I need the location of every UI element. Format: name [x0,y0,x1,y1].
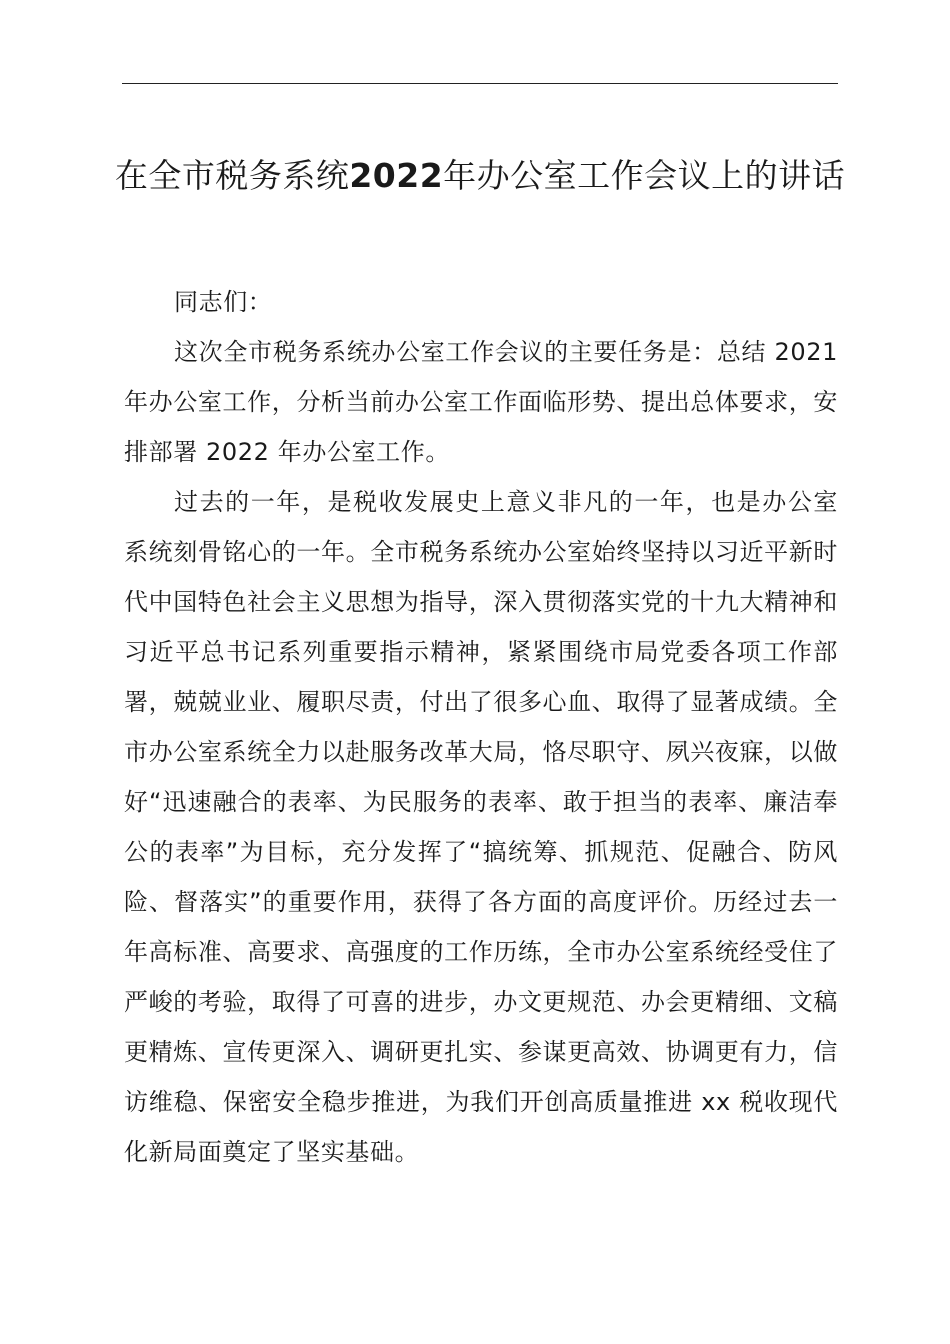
title-part1: 在全市税务系统 [114,156,350,195]
paragraph: 过去的一年，是税收发展史上意义非凡的一年，也是办公室系统刻骨铭心的一年。全市税务系统办公室始终坚持以习近平新时代中国特色社会主义思想为指导，深入贯彻落实党的十九大精神和习近平总书记系列重要指示精神，紧紧围绕市局党委各项工作部署，兢兢业业、履职尽责，付出了很多心血、取得了显著成绩。全市办公室系统全力以赴服务改革大局，恪尽职守、夙兴夜寐，以做好“迅速融合的表率、为民服务的表率、敢于担当的表率、廉洁奉公的表率”为目标，充分发挥了“搞统筹、抓规范、促融合、防风险、督落实”的重要作用，获得了各方面的高度评价。历经过去一年高标准、高要求、高强度的工作历练，全市办公室系统经受住了严峻的考验，取得了可喜的进步，办文更规范、办会更精细、文稿更精炼、宣传更深入、调研更扎实、参谋更高效、协调更有力，信访维稳、保密安全稳步推进，为我们开创高质量推进 xx 税收现代化新局面奠定了坚实基础。 [124,488,838,1166]
title-part2: 年办公室工作会议上的讲话 [443,156,846,195]
title-year: 2022 [349,156,444,195]
header-rule [122,83,838,84]
paragraph: 这次全市税务系统办公室工作会议的主要任务是：总结 2021 年办公室工作，分析当前办公室工作面临形势、提出总体要求，安排部署 2022 年办公室工作。 [124,338,838,466]
document-body [124,277,838,1177]
salutation: 同志们： [174,288,273,316]
document-title [110,150,850,201]
